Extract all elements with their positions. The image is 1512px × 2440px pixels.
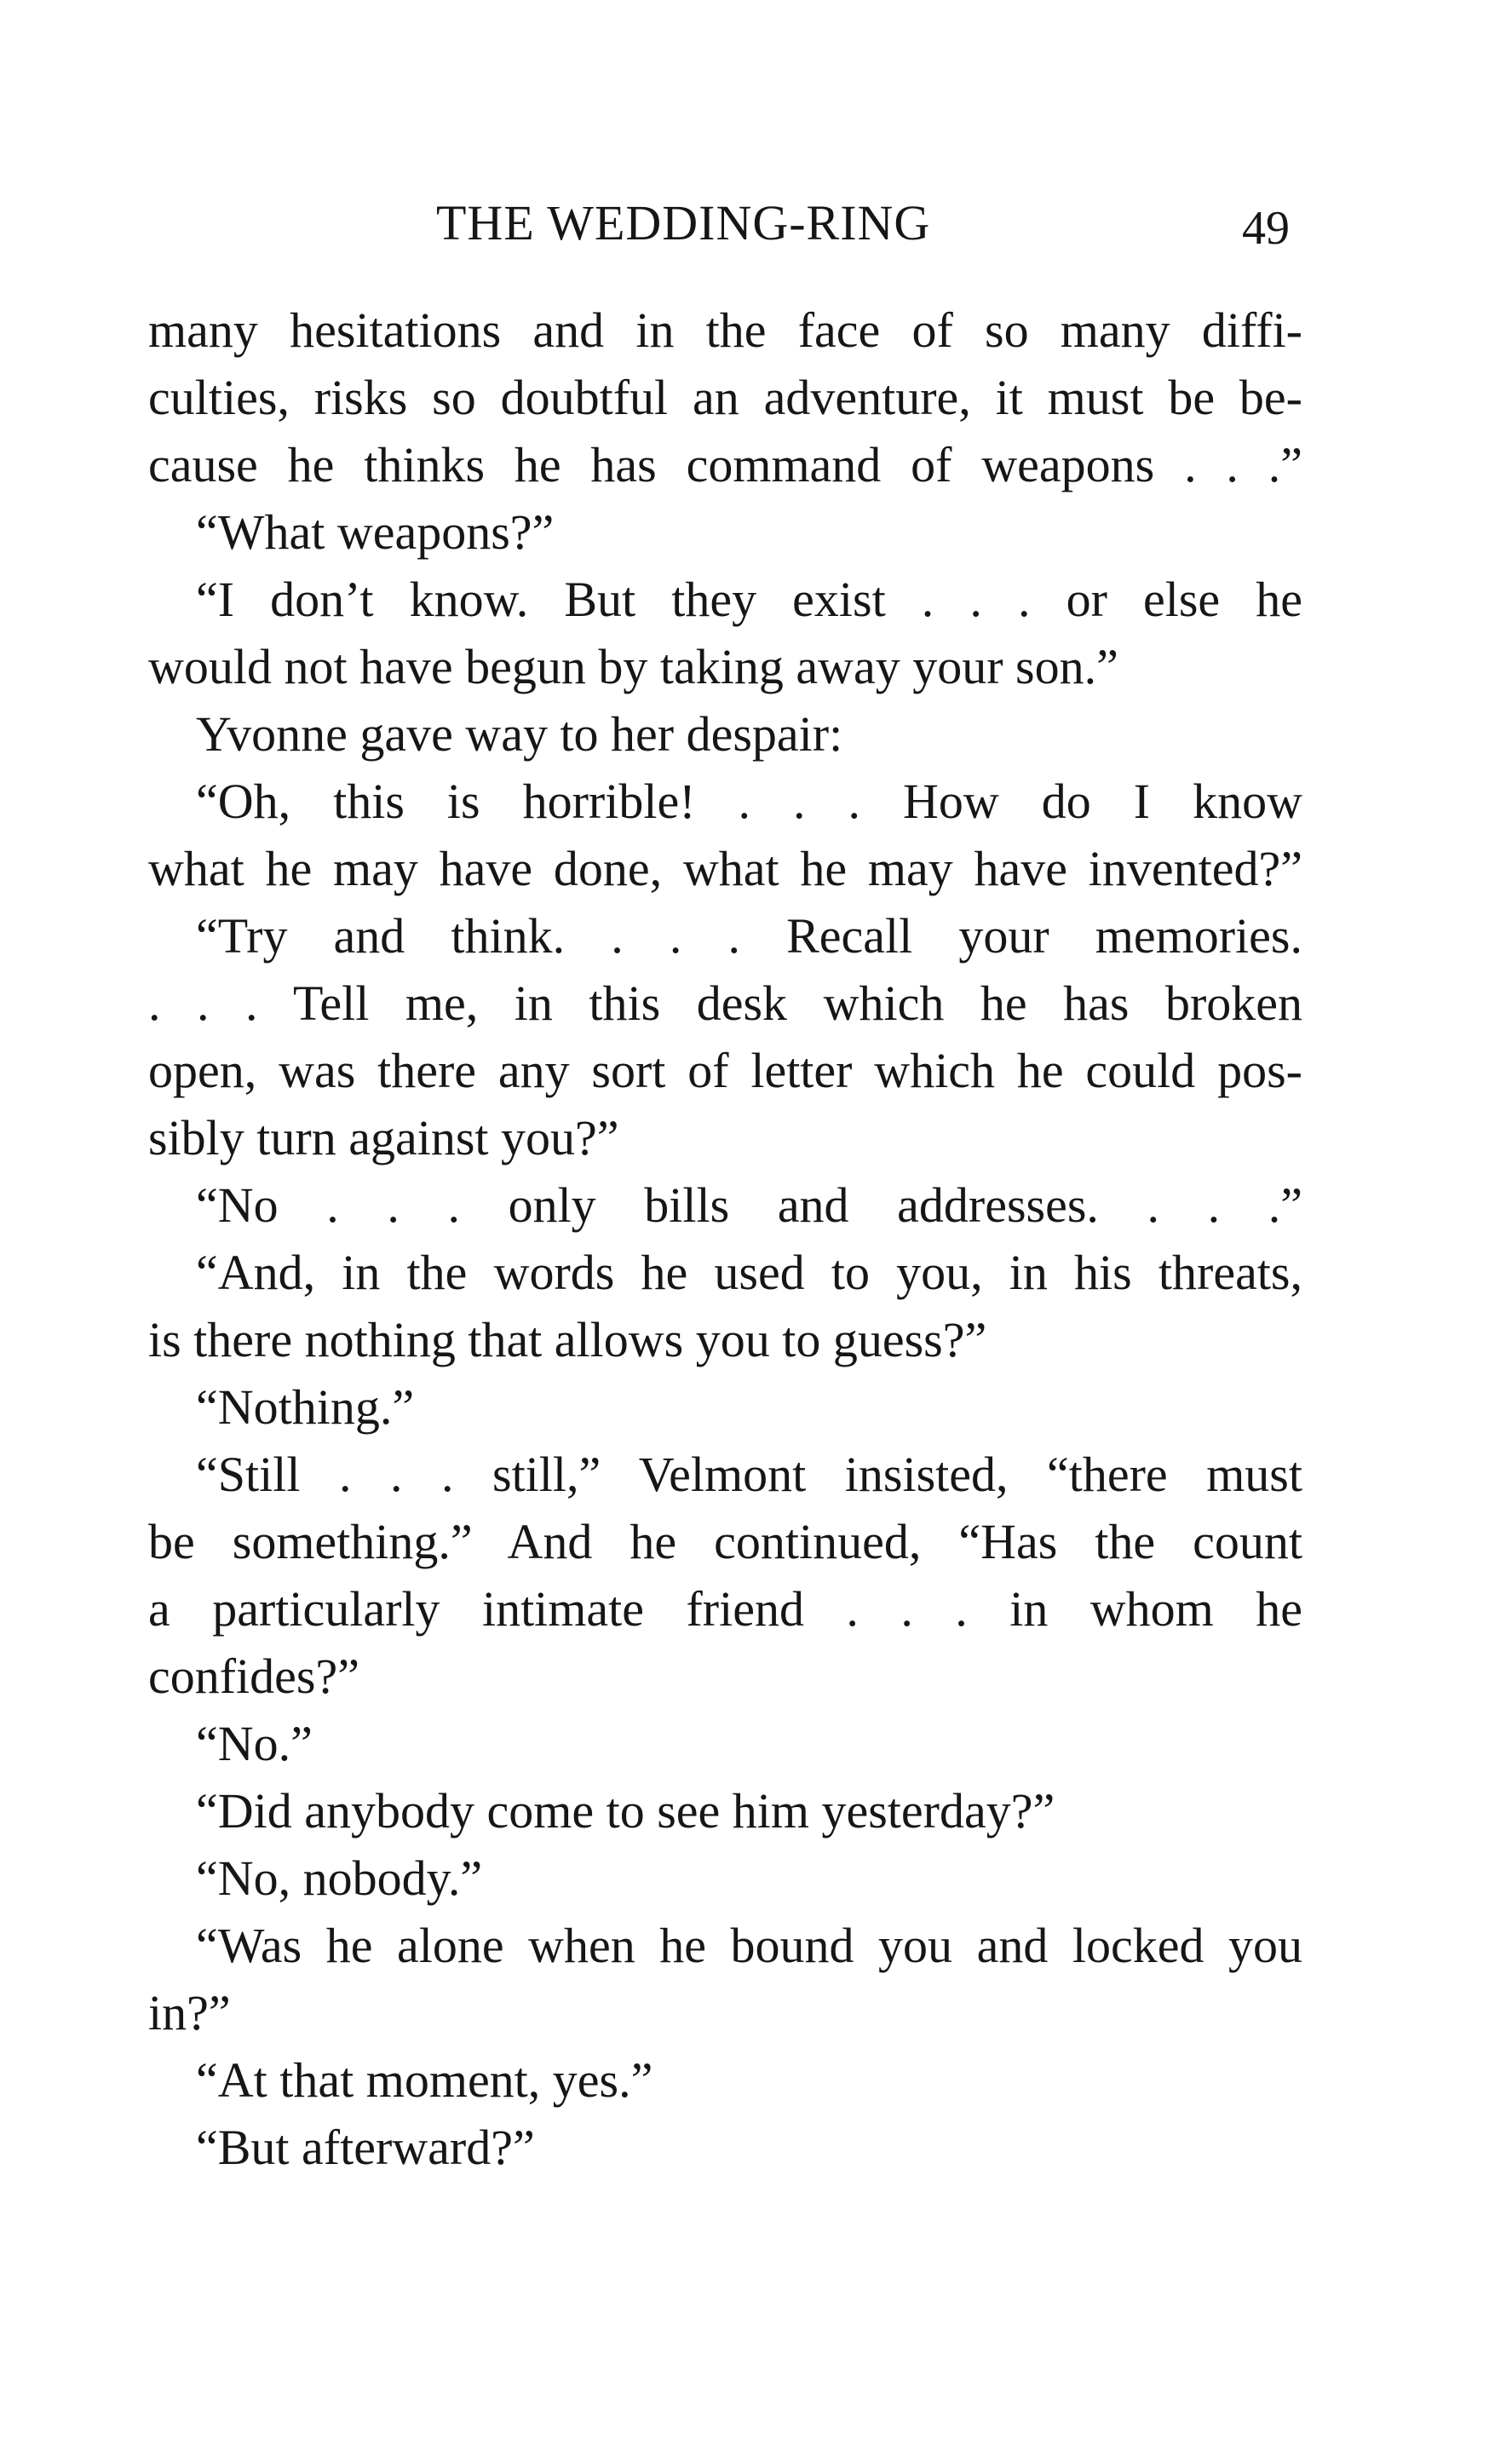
running-head	[0, 189, 1512, 257]
text-line: “Oh, this is horrible! . . . How do I know	[196, 774, 1302, 829]
text-line: many hesitations and in the face of so many diffi-	[148, 302, 1302, 358]
text-line: “No.”	[196, 1716, 313, 1771]
text-line: “Nothing.”	[196, 1379, 415, 1435]
text-line: “No, nobody.”	[196, 1850, 483, 1906]
running-title: THE WEDDING-RING	[436, 195, 931, 250]
page-number: 49	[1242, 202, 1290, 255]
body-text	[148, 296, 1302, 2181]
text-line: is there nothing that allows you to guess?”	[148, 1312, 987, 1367]
text-line: sibly turn against you?”	[148, 1110, 619, 1165]
text-line: “No . . . only bills and addresses. . . .”	[196, 1177, 1302, 1233]
text-line: “At that moment, yes.”	[196, 2052, 653, 2108]
text-line: “And, in the words he used to you, in his threats,	[196, 1245, 1302, 1300]
text-line: what he may have done, what he may have invented?”	[148, 841, 1302, 896]
text-line: “Was he alone when he bound you and locked you	[196, 1918, 1302, 1973]
text-line: a particularly intimate friend . . . in whom he	[148, 1581, 1302, 1637]
text-line: open, was there any sort of letter which he could pos-	[148, 1043, 1302, 1098]
text-line: “But afterward?”	[196, 2120, 535, 2175]
text-line: culties, risks so doubtful an adventure, it must be be-	[148, 370, 1302, 425]
text-line: “Try and think. . . . Recall your memories.	[196, 908, 1302, 964]
text-line: confides?”	[148, 1649, 359, 1704]
text-line: cause he thinks he has command of weapons . . .”	[148, 437, 1302, 492]
text-line: . . . Tell me, in this desk which he has broken	[148, 975, 1302, 1031]
text-line: Yvonne gave way to her despair:	[196, 706, 843, 762]
text-line: “I don’t know. But they exist . . . or else he	[196, 572, 1302, 627]
text-line: in?”	[148, 1985, 231, 2040]
text-line: be something.” And he continued, “Has the count	[148, 1514, 1302, 1569]
text-line: “What weapons?”	[196, 504, 555, 560]
text-line: “Still . . . still,” Velmont insisted, “there must	[196, 1447, 1302, 1502]
text-line: “Did anybody come to see him yesterday?”	[196, 1783, 1055, 1839]
text-line: would not have begun by taking away your son.”	[148, 639, 1118, 694]
